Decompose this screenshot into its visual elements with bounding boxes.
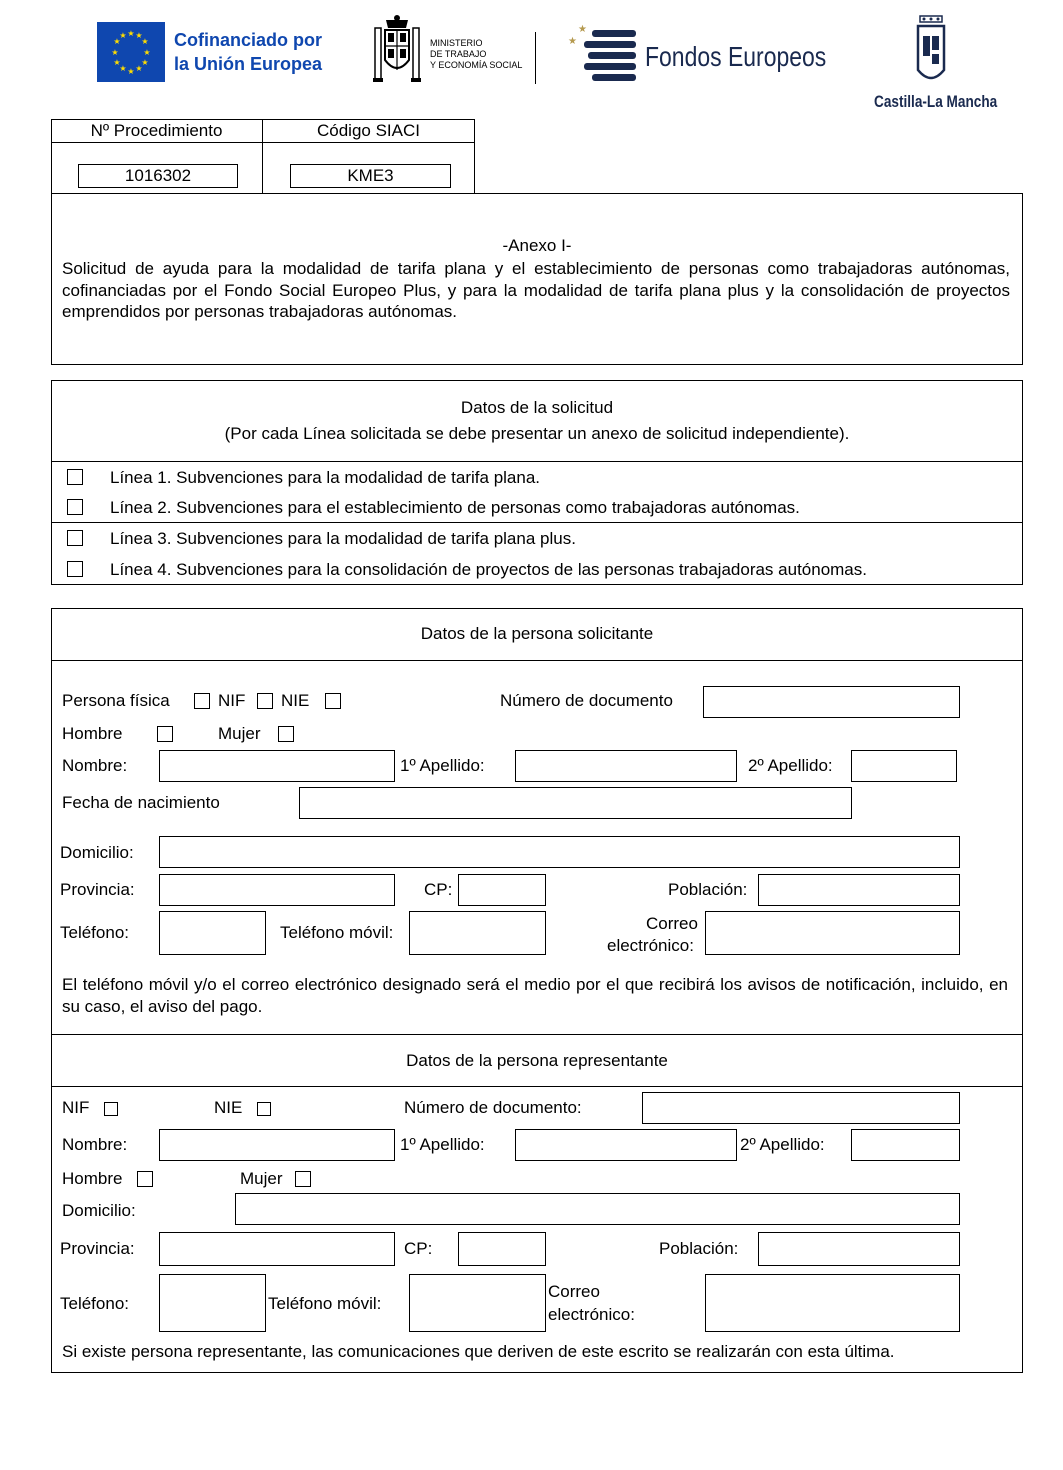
- rep-telefono-input[interactable]: [159, 1274, 266, 1332]
- svg-text:★: ★: [568, 36, 577, 47]
- svg-text:★: ★: [135, 64, 143, 73]
- rep-domicilio-input[interactable]: [235, 1193, 960, 1225]
- representante-title-divider: [51, 1086, 1023, 1087]
- svg-text:★: ★: [111, 48, 119, 57]
- siaci-code-label: Código SIACI: [317, 121, 420, 140]
- persona-fisica-label: Persona física: [62, 691, 170, 710]
- clm-emblem-icon: [914, 14, 948, 88]
- rep-cp-input[interactable]: [458, 1232, 546, 1266]
- apellido-1-label: 1º Apellido:: [400, 756, 485, 775]
- rep-telefono-label: Teléfono:: [60, 1294, 129, 1313]
- eu-logo-text-2: la Unión Europea: [174, 54, 323, 74]
- ministry-text-2: DE TRABAJO: [430, 49, 487, 59]
- rep-correo-electronico-input[interactable]: [705, 1274, 960, 1332]
- apellido-2-input[interactable]: [851, 750, 957, 782]
- rep-hombre-label: Hombre: [62, 1169, 123, 1188]
- rep-nombre-input[interactable]: [159, 1129, 395, 1161]
- solicitud-title: Datos de la solicitud: [460, 398, 614, 417]
- rep-numero-documento-label: Número de documento:: [404, 1098, 582, 1117]
- provincia-label: Provincia:: [60, 880, 135, 899]
- apellido-1-input[interactable]: [515, 750, 737, 782]
- rep-correo-label-1: Correo: [548, 1282, 600, 1301]
- svg-text:★: ★: [113, 58, 121, 67]
- rep-domicilio-label: Domicilio:: [62, 1201, 136, 1220]
- persona-fisica-checkbox[interactable]: [194, 693, 210, 709]
- nie-checkbox[interactable]: [325, 693, 341, 709]
- clm-text: Castilla-La Mancha: [874, 92, 998, 111]
- mujer-label: Mujer: [218, 724, 261, 743]
- rep-correo-label-2: electrónico:: [548, 1305, 635, 1324]
- ministry-text-1: MINISTERIO: [430, 38, 483, 48]
- svg-text:★: ★: [119, 64, 127, 73]
- telefono-label: Teléfono:: [60, 923, 129, 942]
- rep-nombre-label: Nombre:: [62, 1135, 128, 1154]
- correo-electronico-input[interactable]: [705, 911, 960, 955]
- telefono-input[interactable]: [159, 911, 266, 955]
- correo-label-2: electrónico:: [607, 936, 694, 955]
- rep-telefono-movil-label: Teléfono móvil:: [268, 1294, 382, 1313]
- procedure-number-value: 1016302: [78, 164, 238, 188]
- linea-2-label: Línea 2. Subvenciones para el establecimiento de personas como trabajadoras autónomas.: [110, 498, 800, 517]
- nif-checkbox[interactable]: [257, 693, 273, 709]
- linea-1-checkbox[interactable]: [67, 469, 83, 485]
- eu-flag-icon: [97, 22, 165, 82]
- solicitante-title: Datos de la persona solicitante: [420, 624, 654, 643]
- svg-text:★: ★: [135, 31, 143, 40]
- fecha-nacimiento-input[interactable]: [299, 787, 852, 819]
- cp-input[interactable]: [458, 874, 546, 906]
- rep-apellido-1-input[interactable]: [515, 1129, 737, 1161]
- linea-2-checkbox[interactable]: [67, 499, 83, 515]
- representante-title: Datos de la persona representante: [406, 1051, 668, 1070]
- poblacion-label: Población:: [668, 880, 748, 899]
- nombre-label: Nombre:: [62, 756, 128, 775]
- rep-apellido-1-label: 1º Apellido:: [400, 1135, 485, 1154]
- svg-text:★: ★: [113, 37, 121, 46]
- hombre-checkbox[interactable]: [157, 726, 173, 742]
- ministry-divider: [535, 32, 536, 84]
- linea-4-label: Línea 4. Subvenciones para la consolidación de proyectos de las personas trabajadoras autónomas.: [110, 560, 867, 579]
- rep-hombre-checkbox[interactable]: [137, 1171, 153, 1187]
- coat-of-arms-icon: [372, 14, 422, 86]
- rep-mujer-checkbox[interactable]: [295, 1171, 311, 1187]
- solicitante-note: El teléfono móvil y/o el correo electrónico designado será el medio por el que recibirá los avisos de notificación, incluido, en su caso, el aviso del pago.: [62, 975, 1008, 1016]
- mujer-checkbox[interactable]: [278, 726, 294, 742]
- rep-poblacion-label: Población:: [659, 1239, 739, 1258]
- solicitud-subtitle: (Por cada Línea solicitada se debe presentar un anexo de solicitud independiente).: [224, 424, 850, 443]
- rep-mujer-label: Mujer: [240, 1169, 283, 1188]
- nie-label: NIE: [281, 691, 310, 710]
- svg-text:★: ★: [119, 31, 127, 40]
- numero-documento-label: Número de documento: [500, 691, 673, 710]
- svg-text:★: ★: [141, 37, 149, 46]
- ministry-text-3: Y ECONOMÍA SOCIAL: [430, 60, 523, 70]
- eu-stars-icon: [97, 22, 165, 82]
- annex-description: Solicitud de ayuda para la modalidad de tarifa plana y el establecimiento de personas como trabajadoras autónomas, cofinanciadas por el Fondo Social Europeo Plus, y para la modalidad de tarifa plana plus y la consolidación de proyectos emprendidos por personas trabajadoras autónomas.: [62, 259, 1010, 321]
- nif-label: NIF: [218, 691, 246, 710]
- fecha-nacimiento-label: Fecha de nacimiento: [62, 793, 220, 812]
- rep-nie-checkbox[interactable]: [257, 1102, 271, 1116]
- siaci-code-value: KME3: [290, 164, 451, 188]
- linea-3-label: Línea 3. Subvenciones para la modalidad de tarifa plana plus.: [110, 529, 576, 548]
- rep-provincia-label: Provincia:: [60, 1239, 135, 1258]
- domicilio-label: Domicilio:: [60, 843, 134, 862]
- fondos-europeos-text: Fondos Europeos: [645, 41, 827, 72]
- rep-numero-documento-input[interactable]: [642, 1092, 960, 1124]
- rep-poblacion-input[interactable]: [758, 1232, 960, 1266]
- provincia-input[interactable]: [159, 874, 395, 906]
- linea-3-checkbox[interactable]: [67, 530, 83, 546]
- rep-apellido-2-input[interactable]: [851, 1129, 960, 1161]
- rep-provincia-input[interactable]: [159, 1232, 395, 1266]
- representante-note: Si existe persona representante, las comunicaciones que deriven de este escrito se realizarán con esta última.: [62, 1342, 895, 1361]
- cp-label: CP:: [424, 880, 453, 899]
- rep-nie-label: NIE: [214, 1098, 243, 1117]
- telefono-movil-input[interactable]: [409, 911, 546, 955]
- rep-cp-label: CP:: [404, 1239, 433, 1258]
- linea-1-label: Línea 1. Subvenciones para la modalidad de tarifa plana.: [110, 468, 541, 487]
- svg-text:★: ★: [141, 58, 149, 67]
- correo-label-1: Correo: [646, 914, 698, 933]
- solicitud-divider-2: [51, 522, 1023, 523]
- svg-text:★: ★: [127, 67, 135, 76]
- svg-text:★: ★: [578, 24, 587, 35]
- rep-nif-label: NIF: [62, 1098, 90, 1117]
- solicitante-title-divider: [51, 660, 1023, 661]
- rep-nif-checkbox[interactable]: [104, 1102, 118, 1116]
- fondos-europeos-icon: [566, 22, 638, 82]
- solicitud-divider-1: [51, 461, 1023, 462]
- rep-telefono-movil-input[interactable]: [409, 1274, 546, 1332]
- rep-apellido-2-label: 2º Apellido:: [740, 1135, 825, 1154]
- procedure-header-divider: [51, 142, 475, 143]
- annex-title: -Anexo I-: [502, 236, 572, 255]
- eu-logo-text-1: Cofinanciado por: [174, 30, 322, 50]
- numero-documento-input[interactable]: [703, 686, 960, 718]
- nombre-input[interactable]: [159, 750, 395, 782]
- poblacion-input[interactable]: [758, 874, 960, 906]
- procedure-number-label: Nº Procedimiento: [90, 121, 223, 140]
- domicilio-input[interactable]: [159, 836, 960, 868]
- telefono-movil-label: Teléfono móvil:: [280, 923, 394, 942]
- linea-4-checkbox[interactable]: [67, 561, 83, 577]
- hombre-label: Hombre: [62, 724, 123, 743]
- svg-text:★: ★: [143, 48, 151, 57]
- apellido-2-label: 2º Apellido:: [748, 756, 833, 775]
- representante-top-divider: [51, 1034, 1023, 1035]
- svg-text:★: ★: [127, 29, 135, 38]
